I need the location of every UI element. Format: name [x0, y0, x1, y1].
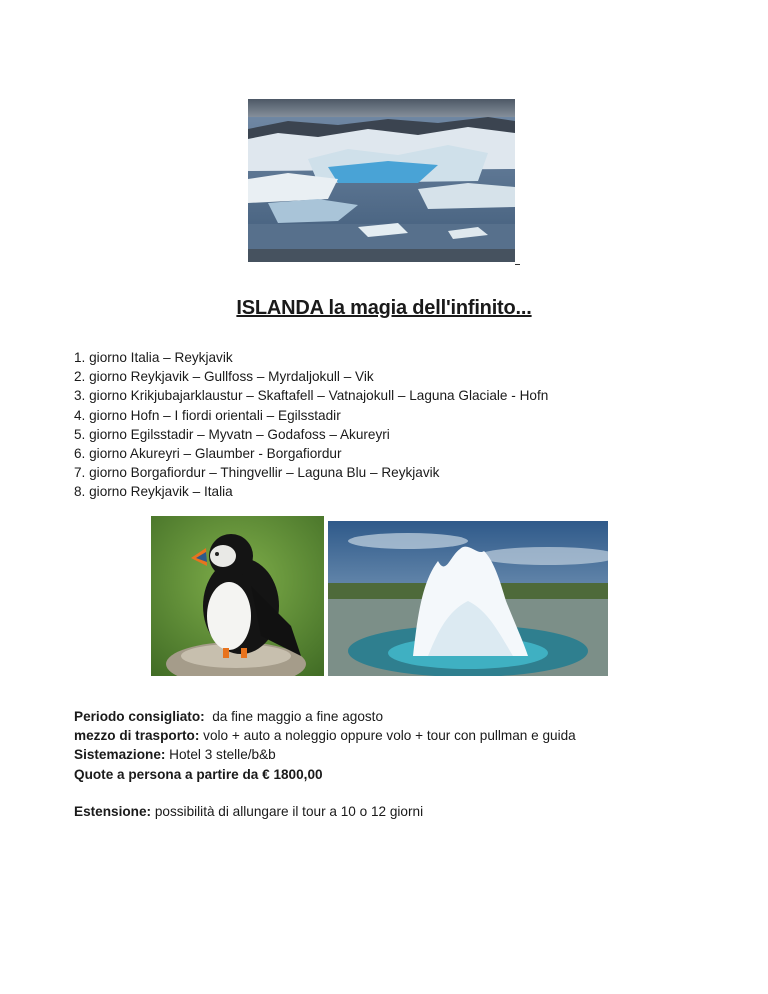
price-line	[74, 765, 576, 784]
list-item: 6. giorno Akureyri – Glaumber - Borgafiordur	[74, 446, 342, 462]
extension-value: possibilità di allungare il tour a 10 o 12 giorni	[151, 803, 424, 819]
page-title: ISLANDA la magia dell'infinito...	[236, 297, 532, 319]
glacier-lagoon-photo	[248, 99, 515, 262]
list-item: 3. giorno Krikjubajarklaustur – Skaftafell – Vatnajokull – Laguna Glaciale - Hofn	[74, 388, 549, 404]
underline-mark	[515, 264, 520, 265]
list-item: 7. giorno Borgafiordur – Thingvellir – Laguna Blu – Reykjavik	[74, 465, 440, 481]
list-item: 1. giorno Italia – Reykjavik	[74, 350, 233, 365]
itinerary-list	[74, 348, 548, 502]
list-item: 2. giorno Reykjavik – Gullfoss – Myrdaljokull – Vik	[74, 369, 374, 385]
accommodation-line	[74, 745, 576, 764]
list-item: 5. giorno Egilsstadir – Myvatn – Godafoss – Akureyri	[74, 426, 390, 442]
list-item: 4. giorno Hofn – I fiordi orientali – Egilsstadir	[74, 407, 341, 423]
extension-line	[74, 802, 576, 821]
extension-label: Estensione:	[74, 803, 152, 819]
accommodation-label: Sistemazione:	[74, 747, 166, 763]
price-text: Quote a persona a partire da € 1800,00	[74, 766, 323, 782]
transport-label: mezzo di trasporto:	[74, 728, 200, 744]
puffin-photo	[151, 516, 324, 676]
accommodation-value: Hotel 3 stelle/b&b	[165, 747, 276, 763]
transport-value: volo + auto a noleggio oppure volo + tour con pullman e guida	[199, 728, 576, 744]
geyser-eruption-photo	[328, 521, 608, 676]
trip-details	[74, 707, 576, 821]
period-line	[74, 707, 576, 726]
transport-line	[74, 726, 576, 745]
period-value: da fine maggio a fine agosto	[204, 709, 384, 724]
period-label: Periodo consigliato:	[74, 709, 205, 724]
list-item: 8. giorno Reykjavik – Italia	[74, 484, 233, 500]
